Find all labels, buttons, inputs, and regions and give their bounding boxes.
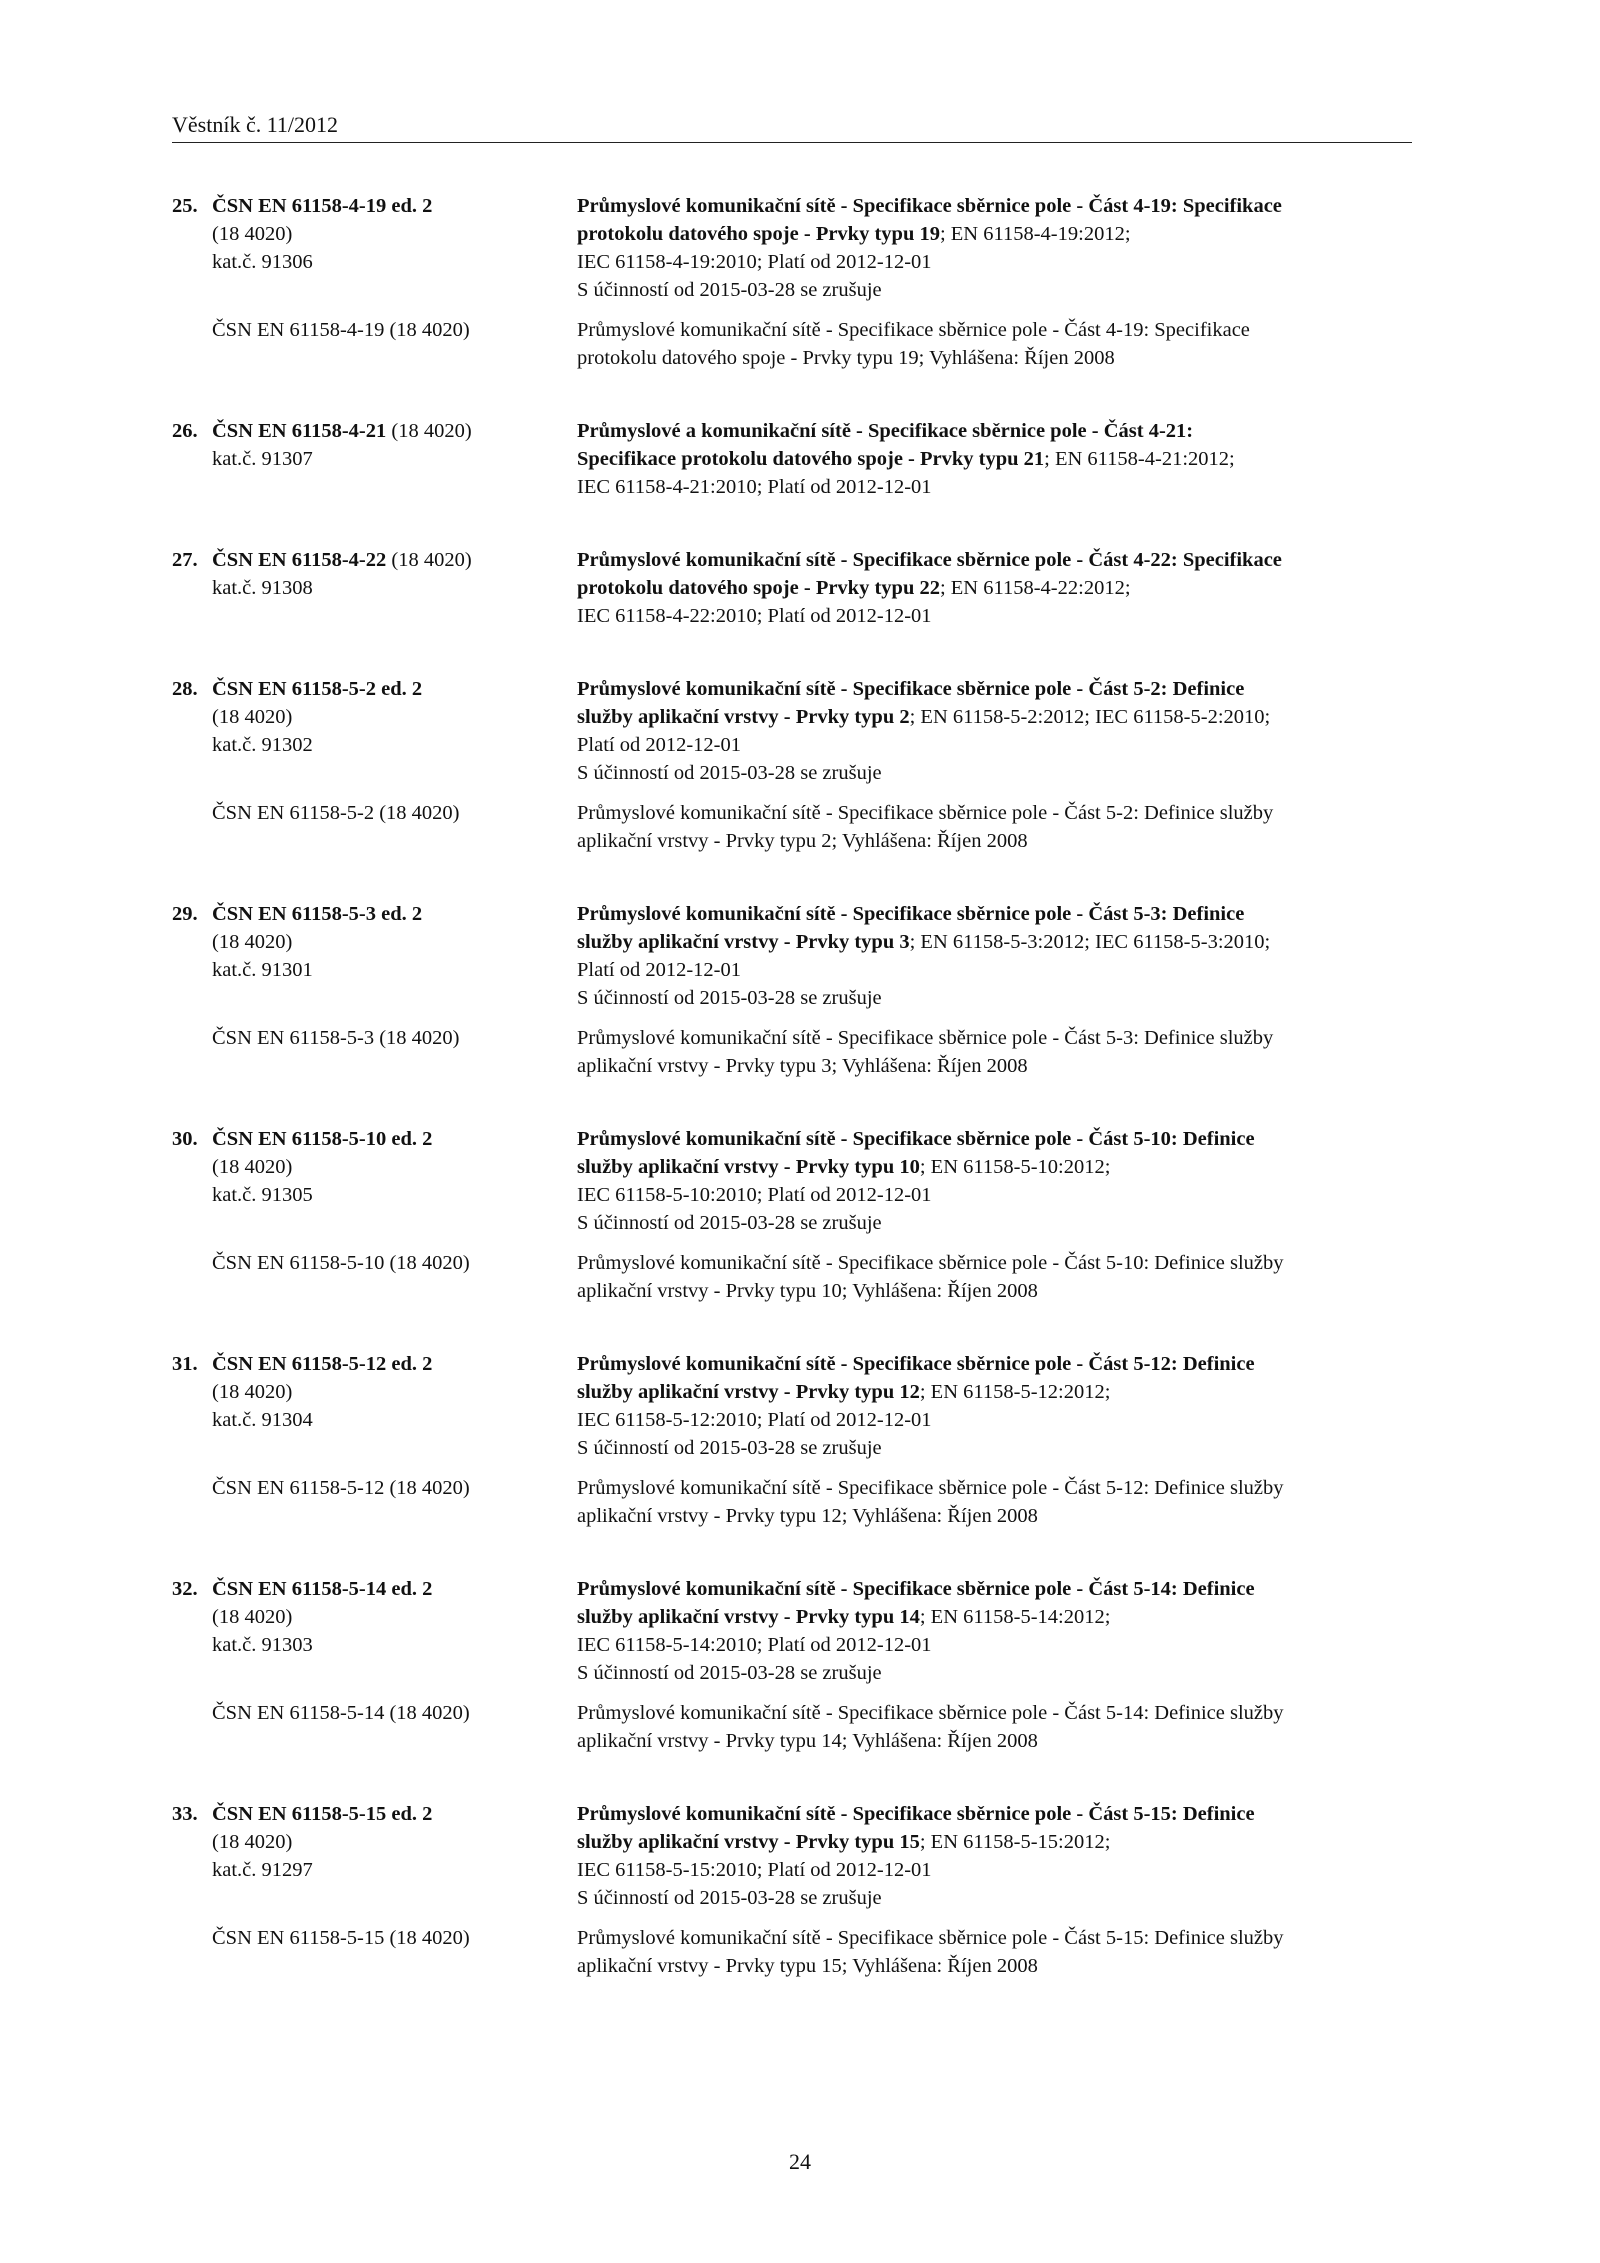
standard-title-cont: služby aplikační vrstvy - Prvky typu 3 [577,931,910,953]
replaced-title-cont: aplikační vrstvy - Prvky typu 12; Vyhlášena: Říjen 2008 [577,1505,1038,1527]
standard-title-cont: služby aplikační vrstvy - Prvky typu 15 [577,1831,920,1853]
standard-class: (18 4020) [386,549,472,571]
standard-class: (18 4020) [212,706,293,728]
replaced-code: ČSN EN 61158-5-3 (18 4020) [212,1027,460,1049]
entry-number: 32. [172,1578,198,1600]
catalog-number: kat.č. 91305 [212,1184,313,1206]
standard-entry [172,192,1422,372]
standard-code: ČSN EN 61158-5-12 ed. 2 [212,1353,433,1375]
replaced-standard [172,799,1422,855]
new-standard [172,1125,1422,1237]
replaced-standard [172,316,1422,372]
entry-number: 30. [172,1128,198,1150]
catalog-number: kat.č. 91302 [212,734,313,756]
entry-number: 31. [172,1353,198,1375]
catalog-number: kat.č. 91307 [212,448,313,470]
replaced-standard [172,1924,1422,1980]
standard-references: ; EN 61158-4-22:2012; [939,577,1131,599]
standard-validity: IEC 61158-5-15:2010; Platí od 2012-12-01 [577,1859,932,1881]
page-number: 24 [789,2149,811,2174]
standard-code: ČSN EN 61158-5-3 ed. 2 [212,903,423,925]
catalog-number: kat.č. 91301 [212,959,313,981]
new-standard [172,192,1422,304]
replaced-standard [172,1699,1422,1755]
standard-validity: IEC 61158-4-19:2010; Platí od 2012-12-01 [577,251,932,273]
replaced-title: Průmyslové komunikační sítě - Specifikace sběrnice pole - Část 5-10: Definice služby [577,1252,1284,1274]
standard-title: Průmyslové komunikační sítě - Specifikace sběrnice pole - Část 4-22: Specifikace [577,549,1282,571]
standard-class: (18 4020) [212,931,293,953]
standard-code: ČSN EN 61158-4-21 [212,420,387,442]
standard-validity: IEC 61158-4-21:2010; Platí od 2012-12-01 [577,476,932,498]
standard-code: ČSN EN 61158-5-2 ed. 2 [212,678,423,700]
standard-validity: IEC 61158-5-12:2010; Platí od 2012-12-01 [577,1409,932,1431]
standard-entry [172,1125,1422,1305]
new-standard [172,1800,1422,1912]
standard-validity: Platí od 2012-12-01 [577,734,741,756]
replaced-title-cont: aplikační vrstvy - Prvky typu 14; Vyhlášena: Říjen 2008 [577,1730,1038,1752]
standard-title: Průmyslové komunikační sítě - Specifikace sběrnice pole - Část 5-10: Definice [577,1128,1255,1150]
withdrawal-note: S účinností od 2015-03-28 se zrušuje [577,762,882,784]
standard-entry [172,1350,1422,1530]
replaced-title-cont: aplikační vrstvy - Prvky typu 10; Vyhlášena: Říjen 2008 [577,1280,1038,1302]
entry-number: 27. [172,549,198,571]
replaced-title: Průmyslové komunikační sítě - Specifikace sběrnice pole - Část 5-2: Definice služby [577,802,1274,824]
standard-entry [172,1575,1422,1755]
standard-title-cont: služby aplikační vrstvy - Prvky typu 10 [577,1156,920,1178]
catalog-number: kat.č. 91304 [212,1409,313,1431]
standard-title-cont: protokolu datového spoje - Prvky typu 22 [577,577,940,599]
standard-class: (18 4020) [212,1156,293,1178]
catalog-number: kat.č. 91303 [212,1634,313,1656]
standard-entry [172,1800,1422,1980]
new-standard [172,1575,1422,1687]
standard-title-cont: Specifikace protokolu datového spoje - Prvky typu 21 [577,448,1045,470]
standard-validity: Platí od 2012-12-01 [577,959,741,981]
replaced-standard [172,1474,1422,1530]
standard-references: ; EN 61158-5-14:2012; [919,1606,1111,1628]
replaced-title: Průmyslové komunikační sítě - Specifikace sběrnice pole - Část 5-12: Definice služby [577,1477,1284,1499]
withdrawal-note: S účinností od 2015-03-28 se zrušuje [577,1437,882,1459]
entry-number: 29. [172,903,198,925]
standard-code: ČSN EN 61158-5-15 ed. 2 [212,1803,433,1825]
new-standard [172,1350,1422,1462]
standard-class: (18 4020) [212,223,293,245]
withdrawal-note: S účinností od 2015-03-28 se zrušuje [577,1662,882,1684]
standard-references: ; EN 61158-5-12:2012; [919,1381,1111,1403]
page-footer [0,2147,1600,2177]
standard-code: ČSN EN 61158-4-19 ed. 2 [212,195,433,217]
standard-references: ; EN 61158-5-10:2012; [919,1156,1111,1178]
standard-entry [172,675,1422,855]
entry-number: 28. [172,678,198,700]
standard-class: (18 4020) [212,1381,293,1403]
replaced-title: Průmyslové komunikační sítě - Specifikace sběrnice pole - Část 4-19: Specifikace [577,319,1250,341]
new-standard [172,900,1422,1012]
new-standard [172,417,1422,501]
entry-number: 33. [172,1803,198,1825]
withdrawal-note: S účinností od 2015-03-28 se zrušuje [577,279,882,301]
standard-validity: IEC 61158-5-10:2010; Platí od 2012-12-01 [577,1184,932,1206]
entry-number: 26. [172,420,198,442]
standard-references: ; EN 61158-5-3:2012; IEC 61158-5-3:2010; [909,931,1271,953]
standards-list [172,192,1422,2025]
new-standard [172,675,1422,787]
standard-title: Průmyslové komunikační sítě - Specifikace sběrnice pole - Část 4-19: Specifikace [577,195,1282,217]
standard-title: Průmyslové komunikační sítě - Specifikace sběrnice pole - Část 5-2: Definice [577,678,1245,700]
replaced-code: ČSN EN 61158-5-12 (18 4020) [212,1477,470,1499]
standard-references: ; EN 61158-4-21:2012; [1044,448,1235,470]
standard-references: ; EN 61158-4-19:2012; [939,223,1131,245]
standard-title: Průmyslové komunikační sítě - Specifikace sběrnice pole - Část 5-3: Definice [577,903,1245,925]
standard-title-cont: služby aplikační vrstvy - Prvky typu 2 [577,706,910,728]
withdrawal-note: S účinností od 2015-03-28 se zrušuje [577,987,882,1009]
replaced-title-cont: aplikační vrstvy - Prvky typu 15; Vyhlášena: Říjen 2008 [577,1955,1038,1977]
standard-entry [172,900,1422,1080]
standard-title-cont: služby aplikační vrstvy - Prvky typu 12 [577,1381,920,1403]
standard-class: (18 4020) [212,1831,293,1853]
standard-code: ČSN EN 61158-4-22 [212,549,387,571]
replaced-code: ČSN EN 61158-5-14 (18 4020) [212,1702,470,1724]
replaced-title-cont: protokolu datového spoje - Prvky typu 19; Vyhlášena: Říjen 2008 [577,347,1115,369]
replaced-code: ČSN EN 61158-5-15 (18 4020) [212,1927,470,1949]
catalog-number: kat.č. 91306 [212,251,313,273]
standard-title: Průmyslové komunikační sítě - Specifikace sběrnice pole - Část 5-15: Definice [577,1803,1255,1825]
replaced-title: Průmyslové komunikační sítě - Specifikace sběrnice pole - Část 5-14: Definice služby [577,1702,1284,1724]
replaced-code: ČSN EN 61158-5-10 (18 4020) [212,1252,470,1274]
standard-entry [172,546,1422,630]
standard-code: ČSN EN 61158-5-14 ed. 2 [212,1578,433,1600]
standard-validity: IEC 61158-5-14:2010; Platí od 2012-12-01 [577,1634,932,1656]
standard-validity: IEC 61158-4-22:2010; Platí od 2012-12-01 [577,605,932,627]
replaced-title: Průmyslové komunikační sítě - Specifikace sběrnice pole - Část 5-3: Definice služby [577,1027,1274,1049]
replaced-code: ČSN EN 61158-5-2 (18 4020) [212,802,460,824]
standard-title-cont: služby aplikační vrstvy - Prvky typu 14 [577,1606,920,1628]
replaced-title-cont: aplikační vrstvy - Prvky typu 2; Vyhlášena: Říjen 2008 [577,830,1028,852]
catalog-number: kat.č. 91308 [212,577,313,599]
entry-number: 25. [172,195,198,217]
standard-title: Průmyslové komunikační sítě - Specifikace sběrnice pole - Část 5-14: Definice [577,1578,1255,1600]
withdrawal-note: S účinností od 2015-03-28 se zrušuje [577,1887,882,1909]
standard-class: (18 4020) [386,420,472,442]
standard-title-cont: protokolu datového spoje - Prvky typu 19 [577,223,940,245]
standard-code: ČSN EN 61158-5-10 ed. 2 [212,1128,433,1150]
standard-references: ; EN 61158-5-2:2012; IEC 61158-5-2:2010; [909,706,1271,728]
page-header [172,110,1412,143]
replaced-standard [172,1249,1422,1305]
standard-class: (18 4020) [212,1606,293,1628]
standard-title: Průmyslové a komunikační sítě - Specifikace sběrnice pole - Část 4-21: [577,420,1194,442]
replaced-standard [172,1024,1422,1080]
new-standard [172,546,1422,630]
replaced-title-cont: aplikační vrstvy - Prvky typu 3; Vyhlášena: Říjen 2008 [577,1055,1028,1077]
catalog-number: kat.č. 91297 [212,1859,313,1881]
standard-title: Průmyslové komunikační sítě - Specifikace sběrnice pole - Část 5-12: Definice [577,1353,1255,1375]
withdrawal-note: S účinností od 2015-03-28 se zrušuje [577,1212,882,1234]
replaced-title: Průmyslové komunikační sítě - Specifikace sběrnice pole - Část 5-15: Definice služby [577,1927,1284,1949]
bulletin-title: Věstník č. 11/2012 [172,112,338,137]
standard-references: ; EN 61158-5-15:2012; [919,1831,1111,1853]
replaced-code: ČSN EN 61158-4-19 (18 4020) [212,319,470,341]
standard-entry [172,417,1422,501]
